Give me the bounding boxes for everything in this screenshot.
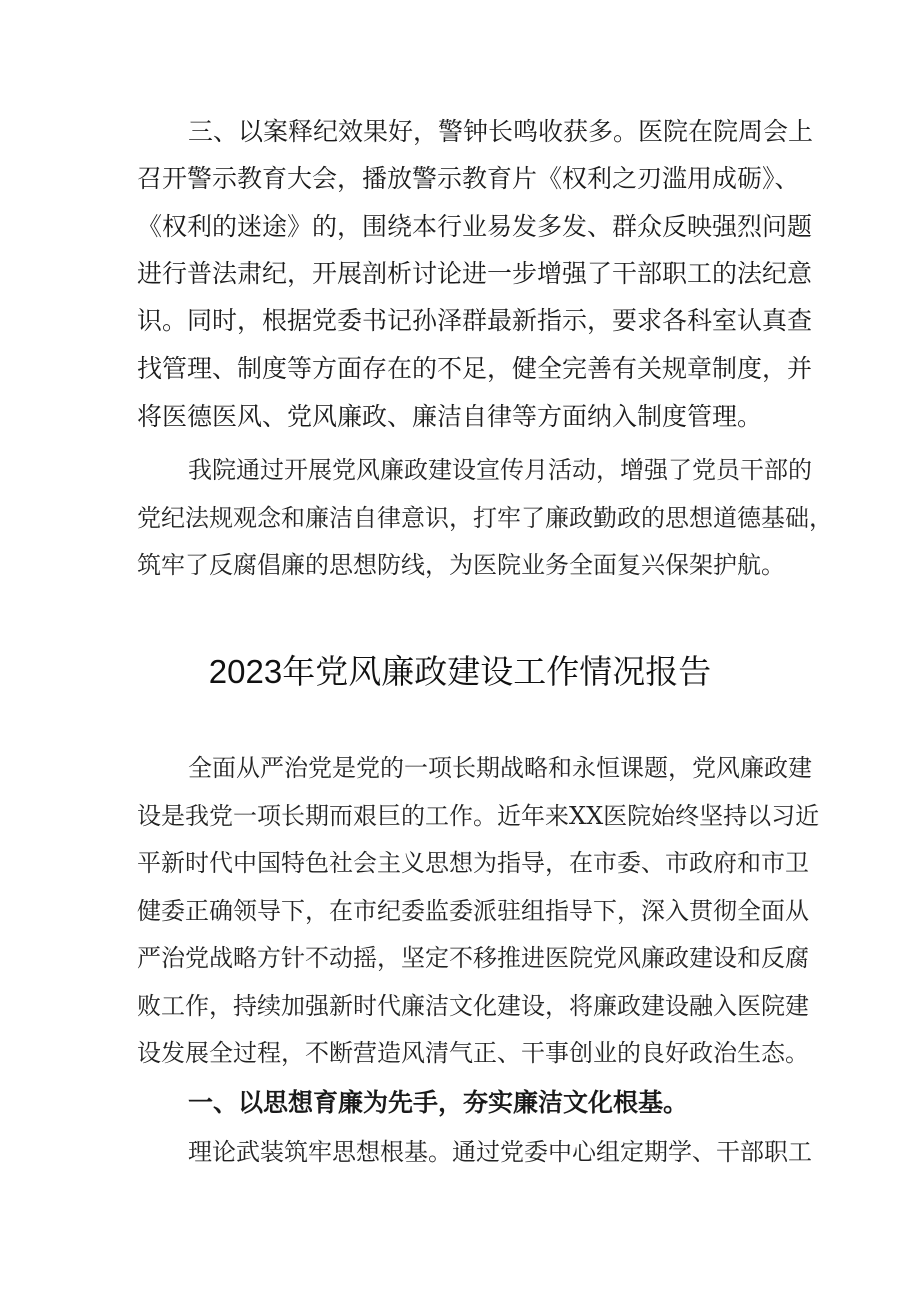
section-heading: 一、以思想育廉为先手，夯实廉洁文化根基。 — [188, 1088, 689, 1117]
text-line: 识。同时，根据党委书记孙泽群最新指示，要求各科室认真查 — [137, 306, 813, 335]
text-line: 将医德医风、党风廉政、廉洁自律等方面纳入制度管理。 — [137, 402, 763, 431]
text-line: 全面从严治党是党的一项长期战略和永恒课题，党风廉政建 — [188, 754, 812, 782]
text-line: 找管理、制度等方面存在的不足，健全完善有关规章制度，并 — [137, 354, 813, 383]
text-line: 党纪法规观念和廉洁自律意识，打牢了廉政勤政的思想道德基础， — [137, 504, 833, 532]
text-line: 设发展全过程，不断营造风清气正、干事创业的良好政治生态。 — [137, 1039, 809, 1067]
report-title: 2023年党风廉政建设工作情况报告 — [208, 653, 712, 690]
text-line: 严治党战略方针不动摇，坚定不移推进医院党风廉政建设和反腐 — [137, 944, 809, 972]
text-line: 设是我党一项长期而艰巨的工作。近年来XX医院始终坚持以习近 — [137, 802, 820, 830]
text-line: 筑牢了反腐倡廉的思想防线，为医院业务全面复兴保架护航。 — [137, 551, 785, 579]
text-line: 健委正确领导下，在市纪委监委派驻组指导下，深入贯彻全面从 — [137, 897, 809, 925]
text-line: 三、以案释纪效果好，警钟长鸣收获多。医院在院周会上 — [188, 117, 814, 146]
text-line: 进行普法肃纪，开展剖析讨论进一步增强了干部职工的法纪意 — [137, 259, 813, 288]
text-line: 平新时代中国特色社会主义思想为指导，在市委、市政府和市卫 — [137, 849, 809, 877]
text-line: 《权利的迷途》的，围绕本行业易发多发、群众反映强烈问题 — [137, 212, 813, 241]
text-line: 理论武装筑牢思想根基。通过党委中心组定期学、干部职工 — [188, 1138, 812, 1166]
text-line: 召开警示教育大会，播放警示教育片《权利之刃滥用成砺》、 — [137, 164, 800, 193]
text-line: 我院通过开展党风廉政建设宣传月活动，增强了党员干部的 — [188, 456, 812, 484]
text-line: 败工作，持续加强新时代廉洁文化建设，将廉政建设融入医院建 — [137, 992, 809, 1020]
